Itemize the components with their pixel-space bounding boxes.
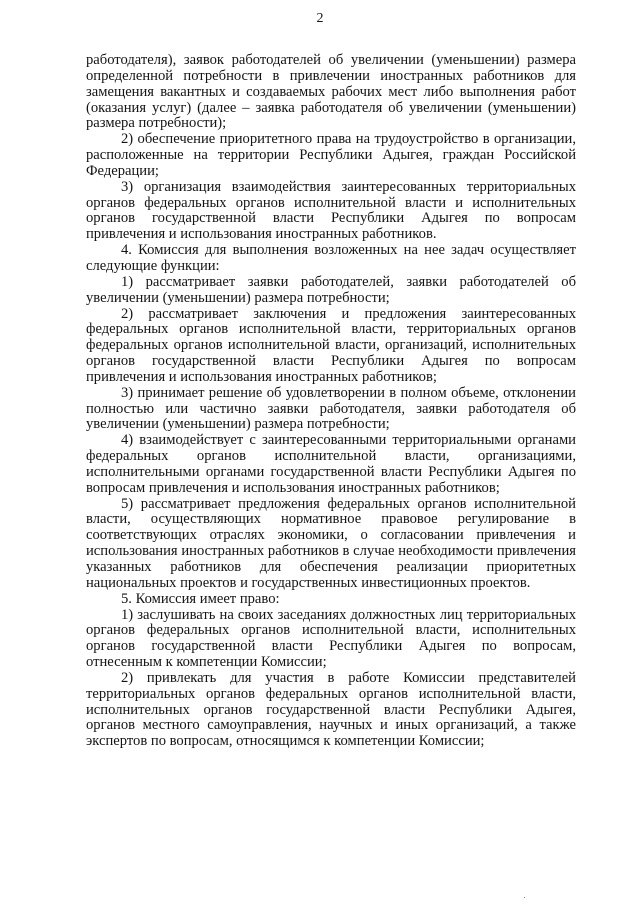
paragraph-function-1: 1) рассматривает заявки работодателей, заявки работодателей об увеличении (уменьшении) размера потребности; — [86, 273, 576, 306]
document-body — [86, 53, 576, 750]
paragraph-function-5: 5) рассматривает предложения федеральных органов исполнительной власти, осуществляющих нормативное правовое регулирование в соответствующих отраслях экономики, о согласовании привлечения и использования иностранных работников в случае необходимости привлечения указанных работников для обеспечения реализации приоритетных национальных проектов и государственных инвестиционных проектов. — [86, 495, 576, 591]
paragraph-function-2: 2) рассматривает заключения и предложения заинтересованных федеральных органов исполнительной власти, территориальных органов федеральных органов исполнительной власти, организаций, исполнительных органов государственной власти Республики Адыгея по вопросам привлечения и использования иностранных работников; — [86, 305, 576, 385]
paragraph-interaction-organization: 3) организация взаимодействия заинтересованных территориальных органов федеральных органов исполнительной власти и исполнительных органов государственной власти Республики Адыгея по вопросам привлечения и использования иностранных работников. — [86, 178, 576, 243]
scan-speck — [524, 897, 525, 898]
page-number: 2 — [316, 11, 324, 26]
paragraph-function-3: 3) принимает решение об удовлетворении в полном объеме, отклонении полностью или частично заявки работодателя, заявки работодателя об увеличении (уменьшении) размера потребности; — [86, 384, 576, 433]
paragraph-section-4-heading: 4. Комиссия для выполнения возложенных на нее задач осуществляет следующие функции: — [86, 242, 576, 274]
paragraph-continuation: работодателя), заявок работодателей об увеличении (уменьшении) размера определенной потребности в привлечении иностранных работников для замещения вакантных и создаваемых рабочих мест либо выполнения работ (оказания услуг) (далее – заявка работодателя об увеличении (уменьшении) размера потребности); — [86, 52, 576, 132]
paragraph-priority-right: 2) обеспечение приоритетного права на трудоустройство в организации, расположенные на территории Республики Адыгея, граждан Российской Федерации; — [86, 131, 576, 179]
paragraph-section-5-heading: 5. Комиссия имеет право: — [121, 590, 280, 607]
paragraph-right-2: 2) привлекать для участия в работе Комиссии представителей территориальных органов федеральных органов исполнительной власти, исполнительных органов государственной власти Республики Адыгея, органов местного самоуправления, научных и иных организаций, а также экспертов по вопросам, относящимся к компетенции Комиссии; — [86, 669, 576, 750]
paragraph-right-1: 1) заслушивать на своих заседаниях должностных лиц территориальных органов федеральных органов исполнительной власти, исполнительных органов государственной власти Республики Адыгея по вопросам, отнесенным к компетенции Комиссии; — [86, 606, 576, 671]
paragraph-function-4: 4) взаимодействует с заинтересованными территориальными органами федеральных органов исполнительной власти, организациями, исполнительными органами государственной власти Республики Адыгея по вопросам привлечения и использования иностранных работников; — [86, 432, 576, 496]
